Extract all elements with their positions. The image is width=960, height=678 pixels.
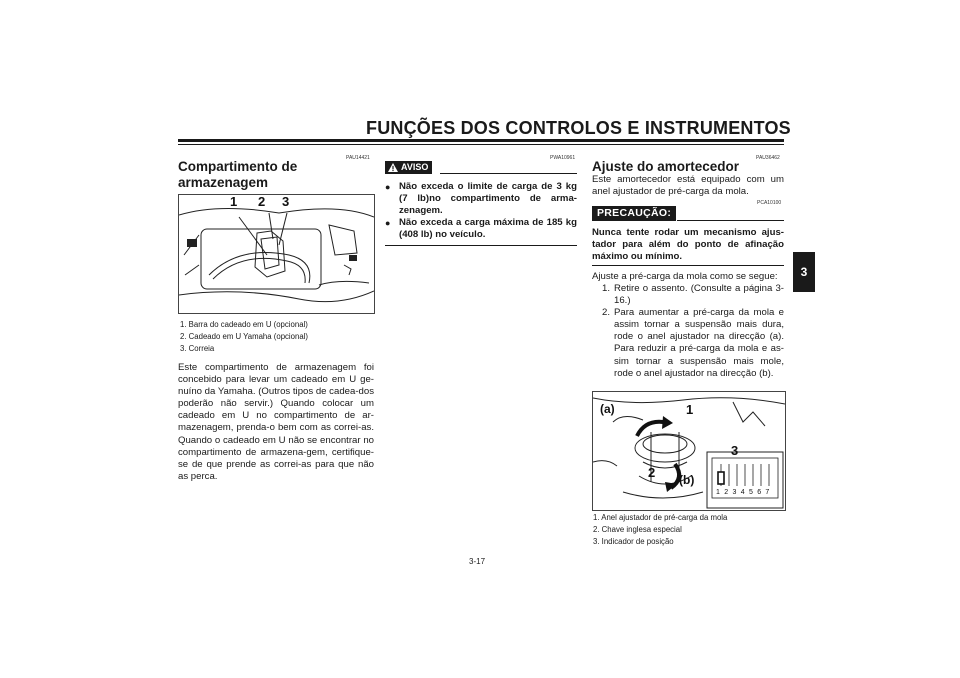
storage-body-text: Este compartimento de armazenagem foi concebido para levar um cadeado em U ge-nuíno da Yamaha. (Outros tipos de cadea-dos poderão não servir.) Quando colocar um cadeado em U no compartimento de ar-mazenagem, prenda-o bem com as correi-as. Quando o cadeado em U não se encontrar no compartimento de armazena-gem, certifique-se de que prende as correi-as para que não as perca. [178, 362, 374, 482]
caution-badge: PRECAUÇÃO: [592, 206, 676, 221]
step-item [592, 283, 784, 307]
header-rule-thin [178, 144, 784, 145]
caution-rule [677, 220, 784, 221]
warning-bullets [385, 181, 577, 241]
caution-text: Nunca tente rodar um mecanismo ajus-tador para além do ponto de afinação máximo ou mínimo. [592, 227, 784, 263]
caption-item: 2. Cadeado em U Yamaha (opcional) [180, 332, 309, 341]
callout-b: (b) [679, 473, 695, 487]
callout-3: 3 [282, 194, 290, 209]
position-scale: 1 2 3 4 5 6 7 [716, 489, 771, 496]
warning-triangle-icon [388, 163, 398, 172]
adjust-lead-text: Ajuste a pré-carga da mola como se segue: [592, 271, 778, 282]
page-header-title: FUNÇÕES DOS CONTROLOS E INSTRUMENTOS [366, 118, 791, 138]
storage-figure [178, 194, 375, 314]
caution-bottom-rule [592, 265, 784, 266]
callout-2: 2 [648, 465, 656, 480]
section-heading-shock: Ajuste do amortecedor [592, 159, 740, 174]
figure-captions-storage [180, 319, 375, 355]
chapter-tab: 3 [793, 252, 815, 292]
callout-3: 3 [731, 443, 739, 458]
section-code: PAU14421 [346, 155, 370, 161]
callout-1: 1 [686, 402, 694, 417]
page-number: 3-17 [469, 557, 486, 566]
step-number: 2. [601, 307, 610, 319]
step-number: 1. [601, 283, 610, 294]
warning-badge [385, 161, 432, 174]
callout-1: 1 [230, 194, 238, 209]
shock-intro-text: Este amortecedor está equipado com um anel ajustador de pré-carga da mola. [592, 174, 784, 198]
caption-item: 2. Chave inglesa especial [593, 525, 682, 534]
caption-item: 3. Correia [180, 344, 215, 353]
warning-bullet-text: Não exceda o limite de carga de 3 kg (7 lb)no compartimento de arma-zenagem. [399, 181, 577, 217]
caution-code: PCA10100 [757, 200, 782, 206]
caption-item: 1. Barra do cadeado em U (opcional) [180, 320, 308, 329]
figure-captions-shock [593, 512, 785, 548]
warning-bullet-text: Não exceda a carga máxima de 185 kg (408 lb) no veículo. [399, 217, 577, 241]
warning-label: AVISO [401, 162, 429, 172]
caption-item: 1. Anel ajustador de pré-carga da mola [593, 513, 728, 522]
adjust-steps [592, 283, 784, 380]
section-code: PAU36462 [756, 155, 780, 161]
section-heading-storage: Compartimento de armazenagem [178, 159, 298, 190]
step-text: Retire o assento. (Consulte a página 3-16.) [614, 283, 784, 307]
step-text: Para aumentar a pré-carga da mola e assim tornar a suspensão mais dura, rode o anel ajustador na direcção (a). Para reduzir a pré-carga da mola e as-sim tornar a suspensão mais mole, rode o anel ajustador na direcção (b). [614, 307, 784, 379]
warning-rule [440, 173, 577, 174]
bullet-icon: ● [385, 218, 391, 229]
warning-bullet [385, 217, 577, 241]
callout-a: (a) [600, 402, 615, 416]
warning-code: PWA10961 [550, 155, 576, 161]
step-item [592, 307, 784, 380]
header-rule [178, 139, 784, 142]
caption-item: 3. Indicador de posição [593, 537, 674, 546]
warning-bullet [385, 181, 577, 217]
bullet-icon: ● [385, 182, 391, 192]
storage-illustration [179, 195, 374, 313]
callout-2: 2 [258, 194, 266, 209]
warning-bottom-rule [385, 245, 577, 246]
